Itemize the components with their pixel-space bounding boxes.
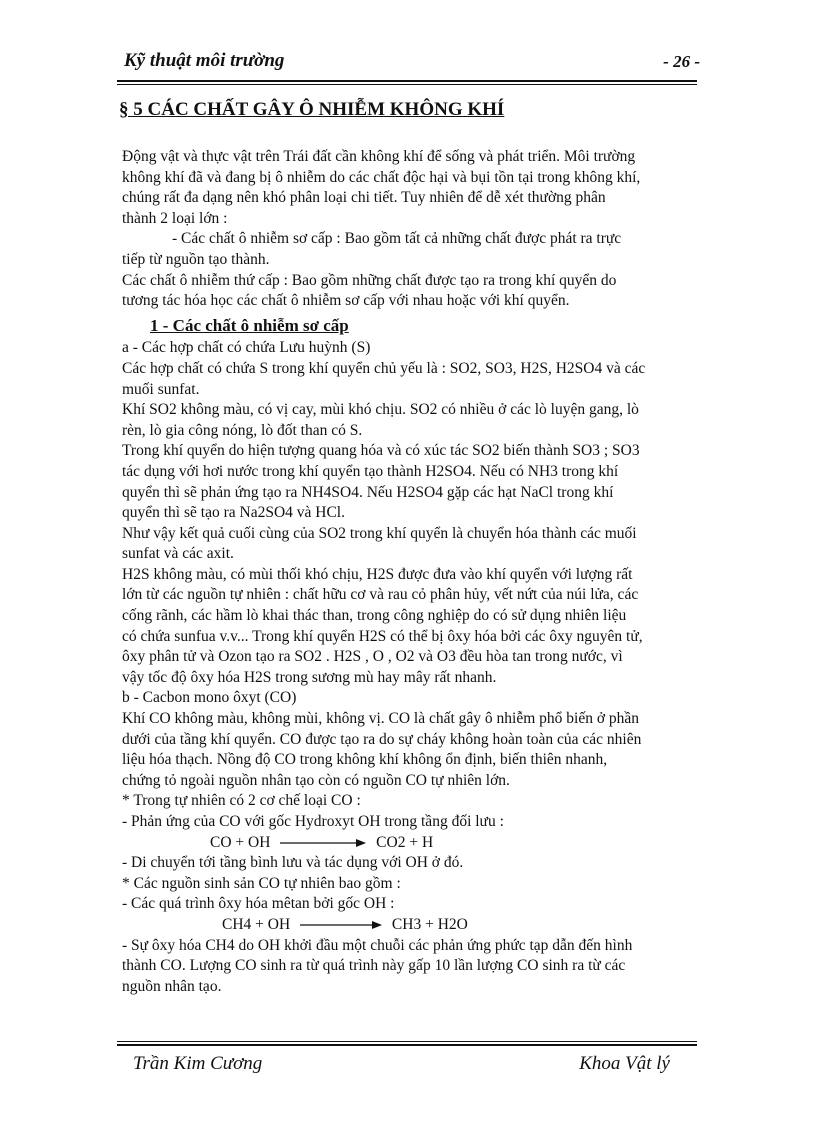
paragraph-line: Như vậy kết quả cuối cùng của SO2 trong khí quyển là chuyển hóa thành các muối [122,524,637,542]
paragraph-line: quyển thì sẽ phản ứng tạo ra NH4SO4. Nếu H2SO4 gặp các hạt NaCl trong khí [122,483,614,501]
paragraph-line: Khí SO2 không màu, có vị cay, mùi khó chịu. SO2 có nhiều ở các lò luyện gang, lò [122,401,639,419]
paragraph-line: thành 2 loại lớn : [122,209,228,227]
equation-products: CH3 + H2O [391,915,468,933]
reaction-arrow-icon [280,838,366,848]
paragraph-line: tiếp từ nguồn tạo thành. [122,250,270,268]
paragraph-line: Động vật và thực vật trên Trái đất cần không khí để sống và phát triển. Môi trường [122,148,636,165]
body-text [122,147,702,997]
section-title: § 5 CÁC CHẤT GÂY Ô NHIỄM KHÔNG KHÍ [119,99,505,120]
reaction-arrow-icon [300,920,382,930]
paragraph-line: tương tác hóa học các chất ô nhiễm sơ cấp với nhau hoặc với khí quyển. [122,292,570,310]
paragraph-line: - Di chuyển tới tầng bình lưu và tác dụng với OH ở đó. [122,854,464,872]
paragraph-line: cống rãnh, các hầm lò khai thác than, trong công nghiệp do có sử dụng nhiên liệu [122,607,627,625]
equation-reactants: CO + OH [210,833,271,851]
paragraph-line: - Các quá trình ôxy hóa mêtan bởi gốc OH : [122,895,395,913]
paragraph-line: chứng tỏ ngoài nguồn nhân tạo còn có nguồn CO tự nhiên lớn. [122,771,510,789]
equation-reactants: CH4 + OH [222,915,291,933]
paragraph-line: Khí CO không màu, không mùi, không vị. CO là chất gây ô nhiễm phổ biến ở phần [122,710,640,728]
paragraph-line: quyển thì sẽ tạo ra Na2SO4 và HCl. [122,504,345,522]
paragraph-line: thành CO. Lượng CO sinh ra từ quá trình này gấp 10 lần lượng CO sinh ra từ các [122,957,626,975]
paragraph-line: không khí đã và đang bị ô nhiễm do các chất độc hại và bụi tồn tại trong không khí, [122,168,641,186]
footer-department: Khoa Vật lý [579,1053,670,1074]
secondary-pollutant-line: Các chất ô nhiễm thứ cấp : Bao gồm những chất được tạo ra trong khí quyển do [122,271,617,289]
paragraph-line: ôxy phân tử và Ozon tạo ra SO2 . H2S , O , O2 và O3 đều hòa tan trong nước, vì [122,648,623,666]
paragraph-line: * Các nguồn sinh sản CO tự nhiên bao gồm : [122,874,401,892]
equation-ch4-oh [122,915,702,936]
paragraph-line: tác dụng với hơi nước trong khí quyển tạo thành H2SO4. Nếu có NH3 trong khí [122,462,619,480]
paragraph-line: b - Cacbon mono ôxyt (CO) [122,689,297,707]
paragraph-line: Trong khí quyển do hiện tượng quang hóa và có xúc tác SO2 biến thành SO3 ; SO3 [122,442,640,460]
header-title: Kỹ thuật môi trường [124,50,285,71]
equation-products: CO2 + H [376,833,434,851]
paragraph-line: a - Các hợp chất có chứa Lưu huỳnh (S) [122,339,371,357]
paragraph-line: Các hợp chất có chứa S trong khí quyển chủ yếu là : SO2, SO3, H2S, H2SO4 và các [122,359,646,377]
paragraph-line: H2S không màu, có mùi thối khó chịu, H2S được đưa vào khí quyển với lượng rất [122,565,633,583]
primary-pollutant-bullet: - Các chất ô nhiễm sơ cấp : Bao gồm tất cả những chất được phát ra trực [172,230,622,248]
paragraph-line: lớn từ các nguồn tự nhiên : chất hữu cơ và rau cỏ phân hủy, vết nứt của núi lửa, các [122,586,639,604]
paragraph-line: - Sự ôxy hóa CH4 do OH khởi đầu một chuỗi các phản ứng phức tạp dẫn đến hình [122,936,633,954]
paragraph-line: nguồn nhân tạo. [122,977,222,995]
footer-rule [117,1041,697,1046]
header-rule [117,80,697,85]
paragraph-line: * Trong tự nhiên có 2 cơ chế loại CO : [122,792,361,810]
paragraph-line: muối sunfat. [122,380,200,398]
paragraph-line: chúng rất đa dạng nên khó phân loại chi tiết. Tuy nhiên để dễ xét thường phân [122,189,606,207]
paragraph-line: dưới của tầng khí quyển. CO được tạo ra do sự cháy không hoàn toàn của các nhiên [122,730,642,748]
equation-co-oh [122,833,702,854]
paragraph-line: vậy tốc độ ôxy hóa H2S trong sương mù hay mây rất nhanh. [122,668,497,686]
paragraph-line: có chứa sunfua v.v... Trong khí quyển H2S có thể bị ôxy hóa bởi các ôxy nguyên tử, [122,627,643,645]
section1-heading: 1 - Các chất ô nhiễm sơ cấp [150,315,349,335]
paragraph-line: - Phản ứng của CO với gốc Hydroxyt OH trong tầng đối lưu : [122,813,504,830]
page-number: - 26 - [663,52,700,71]
paragraph-line: sunfat và các axit. [122,545,234,563]
paragraph-line: liệu hóa thạch. Nồng độ CO trong không khí không ổn định, biến thiên nhanh, [122,751,608,769]
paragraph-line: rèn, lò gia công nóng, lò đốt than có S. [122,421,363,439]
footer-author: Trần Kim Cương [133,1053,263,1074]
